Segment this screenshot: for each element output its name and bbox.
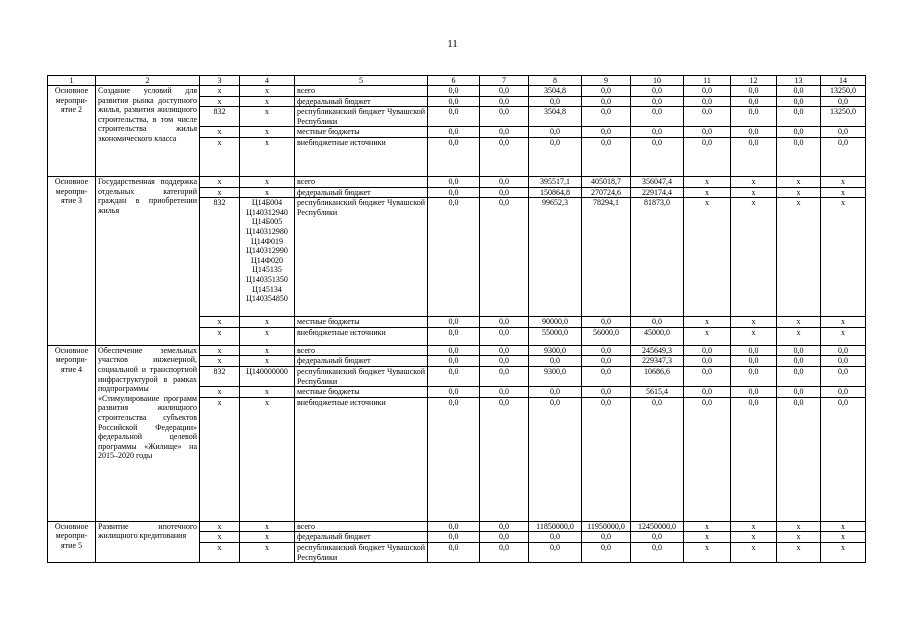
budget-classification-code: x [240, 327, 295, 345]
table-row [48, 521, 866, 532]
value-cell: 0,0 [731, 397, 777, 521]
value-cell: 10686,6 [631, 366, 684, 386]
column-number-6: 6 [428, 76, 480, 86]
value-cell: 0,0 [428, 317, 480, 328]
header-row [48, 76, 866, 86]
budget-classification-code: x [240, 542, 295, 562]
value-cell: 0,0 [428, 542, 480, 562]
value-cell: x [821, 521, 866, 532]
value-cell: 0,0 [582, 366, 631, 386]
event-name: Основное меропри-ятие 3 [48, 176, 96, 345]
budget-classification-code: Ц140000000 [240, 366, 295, 386]
value-cell: 0,0 [631, 86, 684, 97]
funding-source: федеральный бюджет [295, 187, 428, 198]
value-cell: 0,0 [529, 532, 582, 543]
budget-classification-code: x [240, 86, 295, 97]
value-cell: 99652,3 [529, 198, 582, 317]
admin-code: x [200, 137, 240, 176]
value-cell: 0,0 [821, 96, 866, 107]
value-cell: 0,0 [684, 366, 731, 386]
value-cell: 9300,0 [529, 366, 582, 386]
column-number-5: 5 [295, 76, 428, 86]
column-number-4: 4 [240, 76, 295, 86]
value-cell: 0,0 [529, 96, 582, 107]
value-cell: 3504,8 [529, 107, 582, 127]
value-cell: 0,0 [480, 542, 529, 562]
value-cell: 0,0 [480, 127, 529, 138]
value-cell: 0,0 [529, 397, 582, 521]
value-cell: 229174,4 [631, 187, 684, 198]
value-cell: 0,0 [777, 387, 821, 398]
funding-source: республиканский бюджет Чувашской Республики [295, 198, 428, 317]
value-cell: 0,0 [821, 387, 866, 398]
value-cell: 0,0 [582, 387, 631, 398]
value-cell: 0,0 [684, 86, 731, 97]
column-number-14: 14 [821, 76, 866, 86]
funding-source: федеральный бюджет [295, 96, 428, 107]
value-cell: 56000,0 [582, 327, 631, 345]
value-cell: x [684, 327, 731, 345]
value-cell: 0,0 [821, 356, 866, 367]
value-cell: 9300,0 [529, 345, 582, 356]
value-cell: x [684, 198, 731, 317]
value-cell: x [821, 187, 866, 198]
value-cell: x [684, 521, 731, 532]
value-cell: 0,0 [480, 107, 529, 127]
value-cell: 0,0 [428, 137, 480, 176]
value-cell: 0,0 [821, 127, 866, 138]
value-cell: x [684, 176, 731, 187]
column-number-2: 2 [96, 76, 200, 86]
value-cell: 0,0 [480, 366, 529, 386]
value-cell: 0,0 [631, 542, 684, 562]
value-cell: x [777, 542, 821, 562]
value-cell: 0,0 [731, 366, 777, 386]
value-cell: 0,0 [777, 356, 821, 367]
value-cell: 0,0 [777, 345, 821, 356]
value-cell: 150864,8 [529, 187, 582, 198]
value-cell: 0,0 [777, 96, 821, 107]
budget-classification-code: x [240, 345, 295, 356]
admin-code: 832 [200, 366, 240, 386]
value-cell: 11850000,0 [529, 521, 582, 532]
value-cell: 0,0 [582, 397, 631, 521]
budget-classification-code: x [240, 521, 295, 532]
admin-code: x [200, 96, 240, 107]
value-cell: 0,0 [480, 137, 529, 176]
admin-code: x [200, 127, 240, 138]
value-cell: 0,0 [684, 356, 731, 367]
budget-classification-code: x [240, 532, 295, 543]
value-cell: 245649,3 [631, 345, 684, 356]
value-cell: 0,0 [631, 532, 684, 543]
admin-code: 832 [200, 198, 240, 317]
admin-code: x [200, 521, 240, 532]
value-cell: 0,0 [684, 345, 731, 356]
value-cell: 0,0 [428, 345, 480, 356]
value-cell: x [821, 327, 866, 345]
value-cell: 0,0 [480, 96, 529, 107]
value-cell: x [777, 521, 821, 532]
value-cell: x [731, 198, 777, 317]
admin-code: x [200, 397, 240, 521]
value-cell: 0,0 [777, 366, 821, 386]
budget-table [47, 75, 866, 563]
value-cell: 0,0 [631, 96, 684, 107]
value-cell: 0,0 [684, 96, 731, 107]
event-description: Государственная поддержка отдельных категорий граждан в приобретении жилья [96, 176, 200, 345]
value-cell: 3504,8 [529, 86, 582, 97]
value-cell: 0,0 [731, 345, 777, 356]
value-cell: x [777, 532, 821, 543]
value-cell: 0,0 [480, 356, 529, 367]
value-cell: 0,0 [480, 86, 529, 97]
column-number-12: 12 [731, 76, 777, 86]
value-cell: x [731, 327, 777, 345]
value-cell: 356047,4 [631, 176, 684, 187]
value-cell: 0,0 [777, 107, 821, 127]
value-cell: x [821, 198, 866, 317]
value-cell: 0,0 [582, 542, 631, 562]
value-cell: 0,0 [777, 86, 821, 97]
value-cell: x [821, 532, 866, 543]
value-cell: 0,0 [480, 198, 529, 317]
value-cell: 0,0 [529, 356, 582, 367]
admin-code: x [200, 327, 240, 345]
table-row [48, 345, 866, 356]
value-cell: 0,0 [582, 532, 631, 543]
value-cell: 0,0 [529, 127, 582, 138]
value-cell: 0,0 [428, 96, 480, 107]
event-name: Основное меропри-ятие 5 [48, 521, 96, 562]
funding-source: местные бюджеты [295, 387, 428, 398]
value-cell: 13250,0 [821, 86, 866, 97]
value-cell: x [777, 327, 821, 345]
admin-code: x [200, 86, 240, 97]
budget-classification-code: x [240, 96, 295, 107]
value-cell: 0,0 [480, 327, 529, 345]
value-cell: 0,0 [480, 387, 529, 398]
funding-source: всего [295, 86, 428, 97]
value-cell: 0,0 [480, 187, 529, 198]
admin-code: x [200, 345, 240, 356]
admin-code: x [200, 542, 240, 562]
value-cell: 0,0 [480, 176, 529, 187]
value-cell: 0,0 [529, 137, 582, 176]
value-cell: 0,0 [821, 366, 866, 386]
value-cell: 11950000,0 [582, 521, 631, 532]
admin-code: x [200, 187, 240, 198]
value-cell: 0,0 [428, 187, 480, 198]
value-cell: x [821, 317, 866, 328]
value-cell: 0,0 [428, 107, 480, 127]
value-cell: 395517,1 [529, 176, 582, 187]
funding-source: всего [295, 521, 428, 532]
column-number-8: 8 [529, 76, 582, 86]
value-cell: x [821, 176, 866, 187]
value-cell: 90000,0 [529, 317, 582, 328]
value-cell: 0,0 [684, 127, 731, 138]
value-cell: 0,0 [631, 397, 684, 521]
value-cell: 0,0 [582, 356, 631, 367]
value-cell: 0,0 [631, 317, 684, 328]
column-number-10: 10 [631, 76, 684, 86]
value-cell: 0,0 [731, 137, 777, 176]
value-cell: 229347,3 [631, 356, 684, 367]
budget-classification-code: x [240, 107, 295, 127]
admin-code: x [200, 317, 240, 328]
column-number-7: 7 [480, 76, 529, 86]
value-cell: 0,0 [428, 532, 480, 543]
event-description: Обеспечение земельных участков инженерной, социальной и транспортной инфраструктурой в рамках подпрограммы «Стимулирование программ развития жилищного строительства субъектов Российской Федерации» федеральной целевой программы «Жилище» на 2015–2020 годы [96, 345, 200, 521]
value-cell: 0,0 [428, 176, 480, 187]
value-cell: x [684, 542, 731, 562]
value-cell: 0,0 [428, 356, 480, 367]
value-cell: 0,0 [821, 397, 866, 521]
event-name: Основное меропри-ятие 2 [48, 86, 96, 177]
value-cell: 0,0 [821, 345, 866, 356]
budget-classification-code: x [240, 137, 295, 176]
value-cell: 45000,0 [631, 327, 684, 345]
value-cell: 81873,0 [631, 198, 684, 317]
value-cell: x [731, 542, 777, 562]
value-cell: 0,0 [428, 198, 480, 317]
event-name: Основное меропри-ятие 4 [48, 345, 96, 521]
value-cell: x [731, 187, 777, 198]
value-cell: 12450000,0 [631, 521, 684, 532]
value-cell: x [731, 521, 777, 532]
funding-source: республиканский бюджет Чувашской Республики [295, 366, 428, 386]
value-cell: 0,0 [582, 127, 631, 138]
value-cell: 0,0 [731, 356, 777, 367]
value-cell: 0,0 [631, 137, 684, 176]
value-cell: 5615,4 [631, 387, 684, 398]
value-cell: x [684, 532, 731, 543]
value-cell: x [777, 317, 821, 328]
column-number-3: 3 [200, 76, 240, 86]
admin-code: x [200, 387, 240, 398]
page-number: 11 [447, 38, 458, 50]
value-cell: 0,0 [428, 387, 480, 398]
value-cell: 13250,0 [821, 107, 866, 127]
value-cell: x [731, 176, 777, 187]
value-cell: 0,0 [428, 86, 480, 97]
column-number-9: 9 [582, 76, 631, 86]
value-cell: 0,0 [428, 521, 480, 532]
funding-source: республиканский бюджет Чувашской Республики [295, 542, 428, 562]
value-cell: 0,0 [631, 107, 684, 127]
value-cell: 0,0 [582, 96, 631, 107]
budget-classification-code: x [240, 387, 295, 398]
event-description: Развитие ипотечного жилищного кредитования [96, 521, 200, 562]
funding-source: местные бюджеты [295, 317, 428, 328]
funding-source: всего [295, 345, 428, 356]
budget-classification-code: x [240, 397, 295, 521]
value-cell: x [777, 176, 821, 187]
value-cell: 0,0 [631, 127, 684, 138]
value-cell: 0,0 [428, 366, 480, 386]
value-cell: 270724,6 [582, 187, 631, 198]
value-cell: x [777, 187, 821, 198]
funding-source: местные бюджеты [295, 127, 428, 138]
value-cell: 0,0 [582, 107, 631, 127]
admin-code: 832 [200, 107, 240, 127]
value-cell: 0,0 [582, 317, 631, 328]
funding-source: федеральный бюджет [295, 532, 428, 543]
value-cell: x [684, 187, 731, 198]
value-cell: 0,0 [777, 397, 821, 521]
value-cell: 78294,1 [582, 198, 631, 317]
value-cell: 0,0 [480, 317, 529, 328]
budget-classification-code: x [240, 317, 295, 328]
value-cell: 0,0 [731, 127, 777, 138]
column-number-1: 1 [48, 76, 96, 86]
value-cell: x [684, 317, 731, 328]
value-cell: x [821, 542, 866, 562]
value-cell: x [777, 198, 821, 317]
value-cell: 0,0 [684, 137, 731, 176]
value-cell: 0,0 [777, 127, 821, 138]
value-cell: 0,0 [480, 345, 529, 356]
value-cell: 0,0 [684, 387, 731, 398]
value-cell: 405018,7 [582, 176, 631, 187]
budget-classification-code: x [240, 176, 295, 187]
budget-classification-code: Ц14Б004 Ц140312940 Ц14Б005 Ц140312980 Ц14Ф019 Ц140312990 Ц14Ф020 Ц145135 Ц140351350 Ц145134 Ц140354850 [240, 198, 295, 317]
funding-source: всего [295, 176, 428, 187]
value-cell: 0,0 [480, 521, 529, 532]
value-cell: 0,0 [777, 137, 821, 176]
funding-source: внебюджетные источники [295, 137, 428, 176]
value-cell: 0,0 [480, 532, 529, 543]
value-cell: 0,0 [731, 387, 777, 398]
value-cell: 0,0 [582, 86, 631, 97]
value-cell: 0,0 [428, 397, 480, 521]
funding-source: внебюджетные источники [295, 397, 428, 521]
admin-code: x [200, 176, 240, 187]
value-cell: 0,0 [731, 96, 777, 107]
value-cell: 0,0 [684, 397, 731, 521]
value-cell: 0,0 [428, 327, 480, 345]
value-cell: 0,0 [428, 127, 480, 138]
value-cell: x [731, 317, 777, 328]
value-cell: 0,0 [582, 345, 631, 356]
value-cell: 0,0 [529, 387, 582, 398]
value-cell: 0,0 [731, 86, 777, 97]
value-cell: x [731, 532, 777, 543]
funding-source: республиканский бюджет Чувашской Республики [295, 107, 428, 127]
funding-source: внебюджетные источники [295, 327, 428, 345]
column-number-13: 13 [777, 76, 821, 86]
table-row [48, 86, 866, 97]
value-cell: 0,0 [684, 107, 731, 127]
value-cell: 55000,0 [529, 327, 582, 345]
admin-code: x [200, 532, 240, 543]
admin-code: x [200, 356, 240, 367]
budget-classification-code: x [240, 127, 295, 138]
value-cell: 0,0 [821, 137, 866, 176]
table-row [48, 176, 866, 187]
column-number-11: 11 [684, 76, 731, 86]
event-description: Создание условий для развития рынка доступного жилья, развития жилищного строительства, в том числе строительства жилья экономического класса [96, 86, 200, 177]
budget-classification-code: x [240, 187, 295, 198]
value-cell: 0,0 [582, 137, 631, 176]
value-cell: 0,0 [731, 107, 777, 127]
budget-classification-code: x [240, 356, 295, 367]
funding-source: федеральный бюджет [295, 356, 428, 367]
value-cell: 0,0 [529, 542, 582, 562]
value-cell: 0,0 [480, 397, 529, 521]
